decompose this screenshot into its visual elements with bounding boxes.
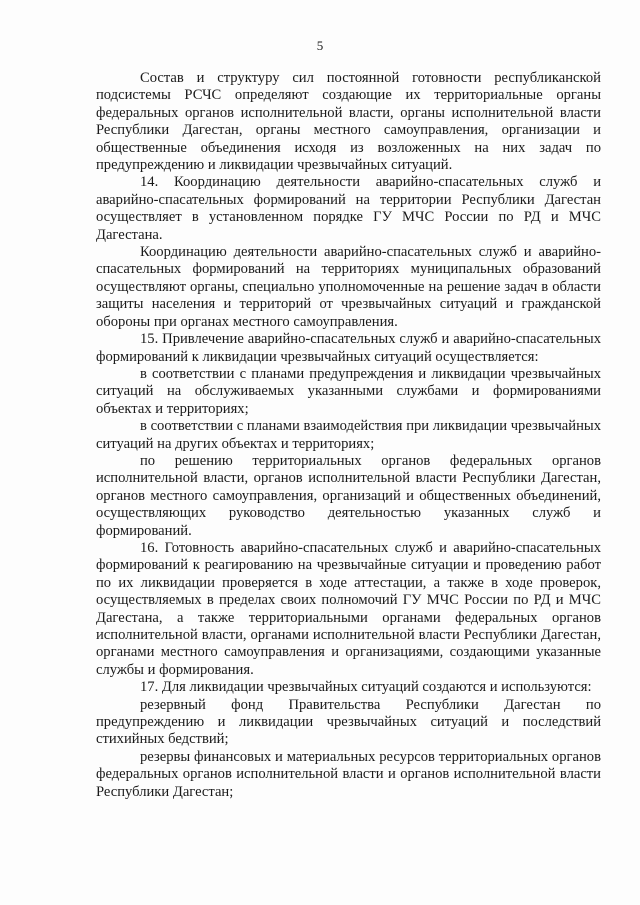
paragraph: в соответствии с планами взаимодействия при ликвидации чрезвычайных ситуаций на других объектах и территориях; (96, 418, 601, 452)
paragraph: резервный фонд Правительства Республики Дагестан по предупреждению и ликвидации чрезвычайных ситуаций и последствий стихийных бедствий; (96, 696, 601, 748)
paragraph: в соответствии с планами предупреждения и ликвидации чрезвычайных ситуаций на обслуживаемых указанными службами и формированиями объектах и территориях; (96, 365, 601, 417)
paragraph: 17. Для ликвидации чрезвычайных ситуаций создаются и используются: (140, 679, 592, 696)
document-body (96, 70, 601, 801)
page-number: 5 (316, 38, 324, 53)
paragraph: 15. Привлечение аварийно-спасательных служб и аварийно-спасательных формирований к ликвидации чрезвычайных ситуаций осуществляется: (96, 331, 601, 365)
paragraph: Координацию деятельности аварийно-спасательных служб и аварийно-спасательных формирований на территориях муниципальных образований осуществляют органы, специально уполномоченные на решение задач в области защиты населения и территорий от чрезвычайных ситуаций и гражданской обороны при органах местного самоуправления. (96, 244, 601, 330)
paragraph: Состав и структуру сил постоянной готовности республиканской подсистемы РСЧС определяют создающие их территориальные органы федеральных органов исполнительной власти, органы исполнительной власти Республики Дагестан, органы местного самоуправления, организации и общественные объединения исходя из возложенных на них задач по предупреждению и ликвидации чрезвычайных ситуаций. (96, 70, 601, 174)
paragraph: резервы финансовых и материальных ресурсов территориальных органов федеральных органов исполнительной власти и органов исполнительной власти Республики Дагестан; (96, 748, 601, 800)
paragraph: по решению территориальных органов федеральных органов исполнительной власти, органов исполнительной власти Республики Дагестан, органов местного самоуправления, организаций и общественных объединений, осуществляющих руководство деятельностью указанных служб и формирований. (96, 452, 601, 539)
paragraph: 14. Координацию деятельности аварийно-спасательных служб и аварийно-спасательных формирований на территории Республики Дагестан осуществляет в установленном порядке ГУ МЧС России по РД и МЧС Дагестана. (96, 174, 601, 243)
paragraph: 16. Готовность аварийно-спасательных служб и аварийно-спасательных формирований к реагированию на чрезвычайные ситуации и проведению работ по их ликвидации проверяется в ходе аттестации, а также в ходе проверок, осуществляемых в пределах своих полномочий ГУ МЧС России по РД и МЧС Дагестана, а также территориальными органами федеральных органов исполнительной власти, органами исполнительной власти Республики Дагестан, органами местного самоуправления и организациями, создающими указанные службы и формирования. (96, 539, 601, 678)
